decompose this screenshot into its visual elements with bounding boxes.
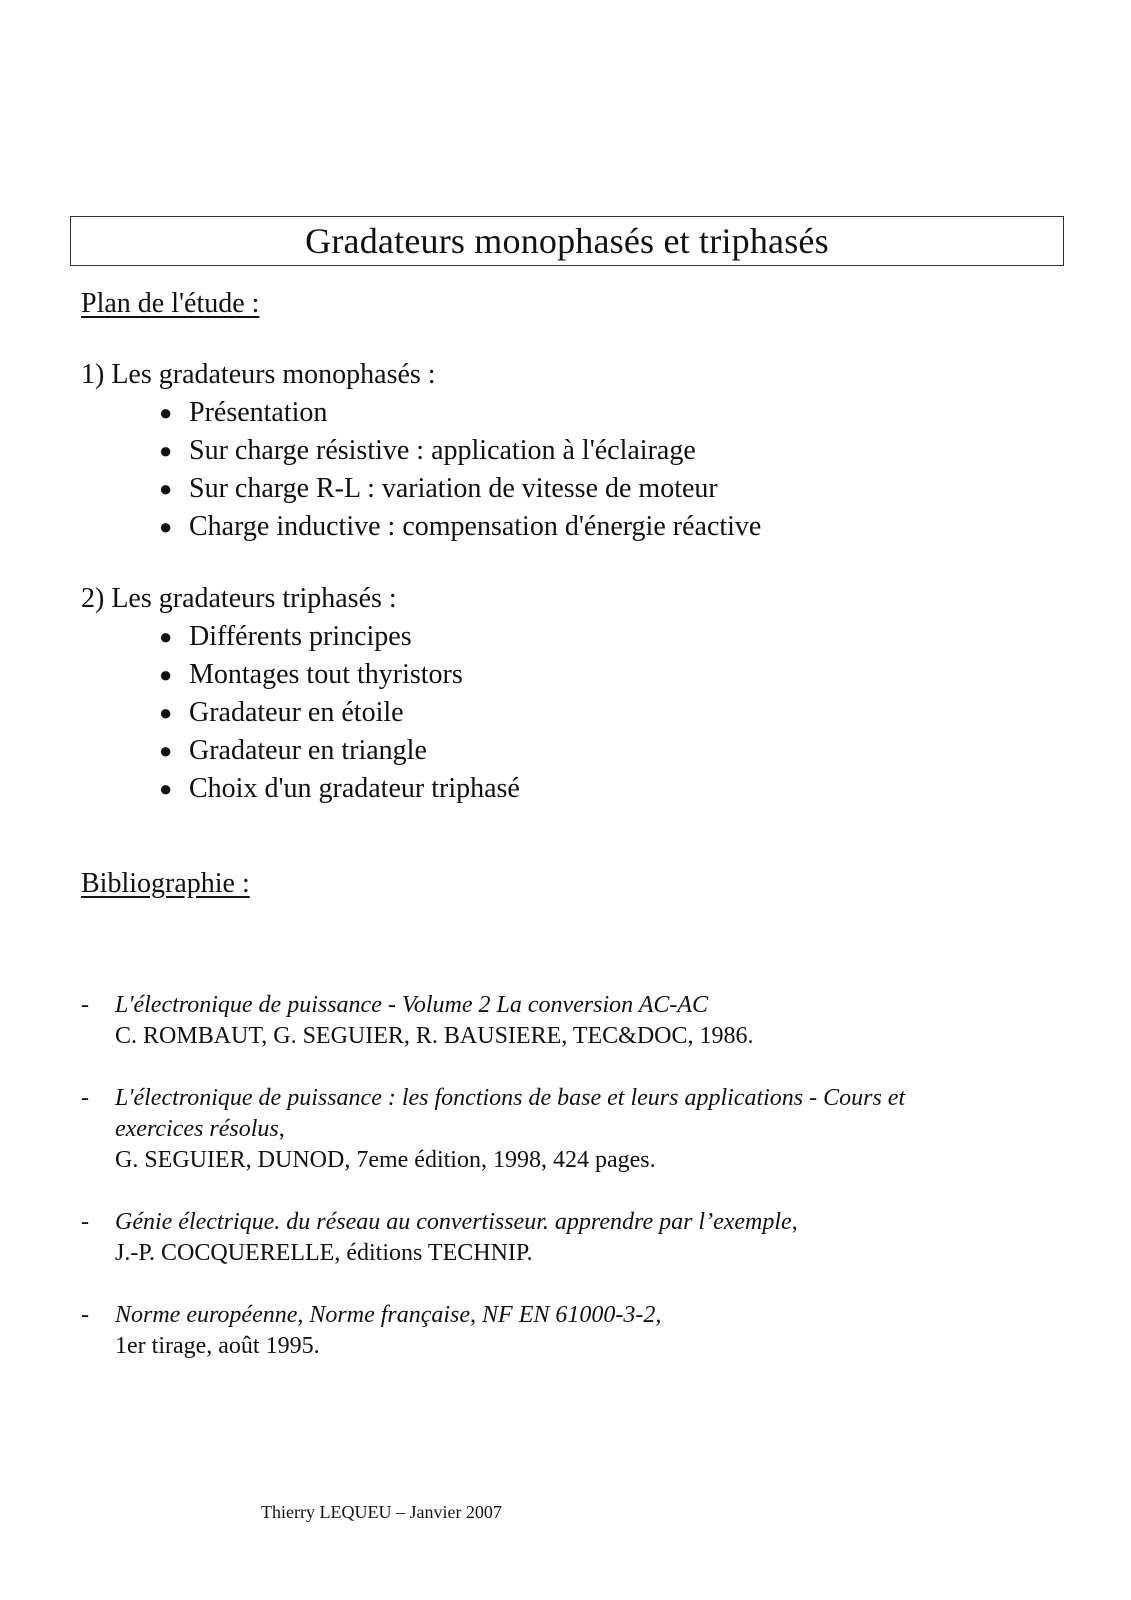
section-three-phase xyxy=(81,580,520,808)
dash-marker: - xyxy=(81,1085,89,1111)
ref-detail: J.-P. COCQUERELLE, éditions TECHNIP. xyxy=(115,1240,533,1266)
title-box xyxy=(70,216,1064,266)
bullet-icon: ● xyxy=(159,400,173,425)
section-title: 1) Les gradateurs monophasés : xyxy=(81,359,436,390)
list-item-text: Choix d'un gradateur triphasé xyxy=(189,773,520,804)
bullet-icon: ● xyxy=(159,514,173,539)
ref-detail: C. ROMBAUT, G. SEGUIER, R. BAUSIERE, TEC&DOC, 1986. xyxy=(115,1023,754,1049)
list-item-text: Présentation xyxy=(189,397,328,428)
bullet-icon: ● xyxy=(159,738,173,763)
bibliography-entry xyxy=(81,990,1081,1052)
dash-marker: - xyxy=(81,992,89,1018)
ref-title: Norme européenne, Norme française, NF EN 61000-3-2, xyxy=(115,1302,662,1328)
list-item-text: Différents principes xyxy=(189,621,412,652)
dash-marker: - xyxy=(81,1302,89,1328)
bullet-icon: ● xyxy=(159,476,173,501)
bullet-icon: ● xyxy=(159,776,173,801)
page-title: Gradateurs monophasés et triphasés xyxy=(305,221,829,261)
ref-title: L'électronique de puissance - Volume 2 La conversion AC-AC xyxy=(115,992,709,1018)
list-item xyxy=(81,470,761,508)
bibliography-entry xyxy=(81,1083,1081,1176)
bullet-icon: ● xyxy=(159,700,173,725)
list-item xyxy=(81,394,761,432)
list-item xyxy=(81,770,520,808)
list-item xyxy=(81,432,761,470)
bullet-icon: ● xyxy=(159,438,173,463)
section-list xyxy=(81,618,520,808)
ref-title: L'électronique de puissance : les fonctions de base et leurs applications - Cours et xyxy=(115,1085,906,1111)
list-item xyxy=(81,694,520,732)
bullet-icon: ● xyxy=(159,662,173,687)
plan-heading: Plan de l'étude : xyxy=(81,288,260,319)
bibliography-heading: Bibliographie : xyxy=(81,868,250,899)
list-item-text: Gradateur en triangle xyxy=(189,735,427,766)
ref-title-suffix: , xyxy=(278,1116,285,1142)
list-item-text: Charge inductive : compensation d'énergie réactive xyxy=(189,511,762,542)
dash-marker: - xyxy=(81,1209,89,1235)
ref-detail: 1er tirage, août 1995. xyxy=(115,1333,320,1359)
list-item xyxy=(81,656,520,694)
list-item-text: Gradateur en étoile xyxy=(189,697,404,728)
section-title: 2) Les gradateurs triphasés : xyxy=(81,583,397,614)
list-item-text: Sur charge résistive : application à l'éclairage xyxy=(189,435,696,466)
ref-title-suffix: , xyxy=(791,1209,798,1235)
list-item xyxy=(81,508,761,546)
footer: Thierry LEQUEU – Janvier 2007 xyxy=(261,1502,502,1522)
bibliography-entry xyxy=(81,1300,1081,1362)
bibliography-entry xyxy=(81,1207,1081,1269)
list-item-text: Sur charge R-L : variation de vitesse de moteur xyxy=(189,473,718,504)
bullet-icon: ● xyxy=(159,624,173,649)
ref-detail: G. SEGUIER, DUNOD, 7eme édition, 1998, 424 pages. xyxy=(115,1147,656,1173)
ref-title-cont: exercices résolus xyxy=(115,1116,279,1142)
bibliography-list xyxy=(81,990,1081,1393)
list-item-text: Montages tout thyristors xyxy=(189,659,463,690)
section-single-phase xyxy=(81,356,761,546)
list-item xyxy=(81,732,520,770)
section-list xyxy=(81,394,761,546)
list-item xyxy=(81,618,520,656)
ref-title: Génie électrique. du réseau au convertisseur. apprendre par l’exemple xyxy=(115,1209,792,1235)
